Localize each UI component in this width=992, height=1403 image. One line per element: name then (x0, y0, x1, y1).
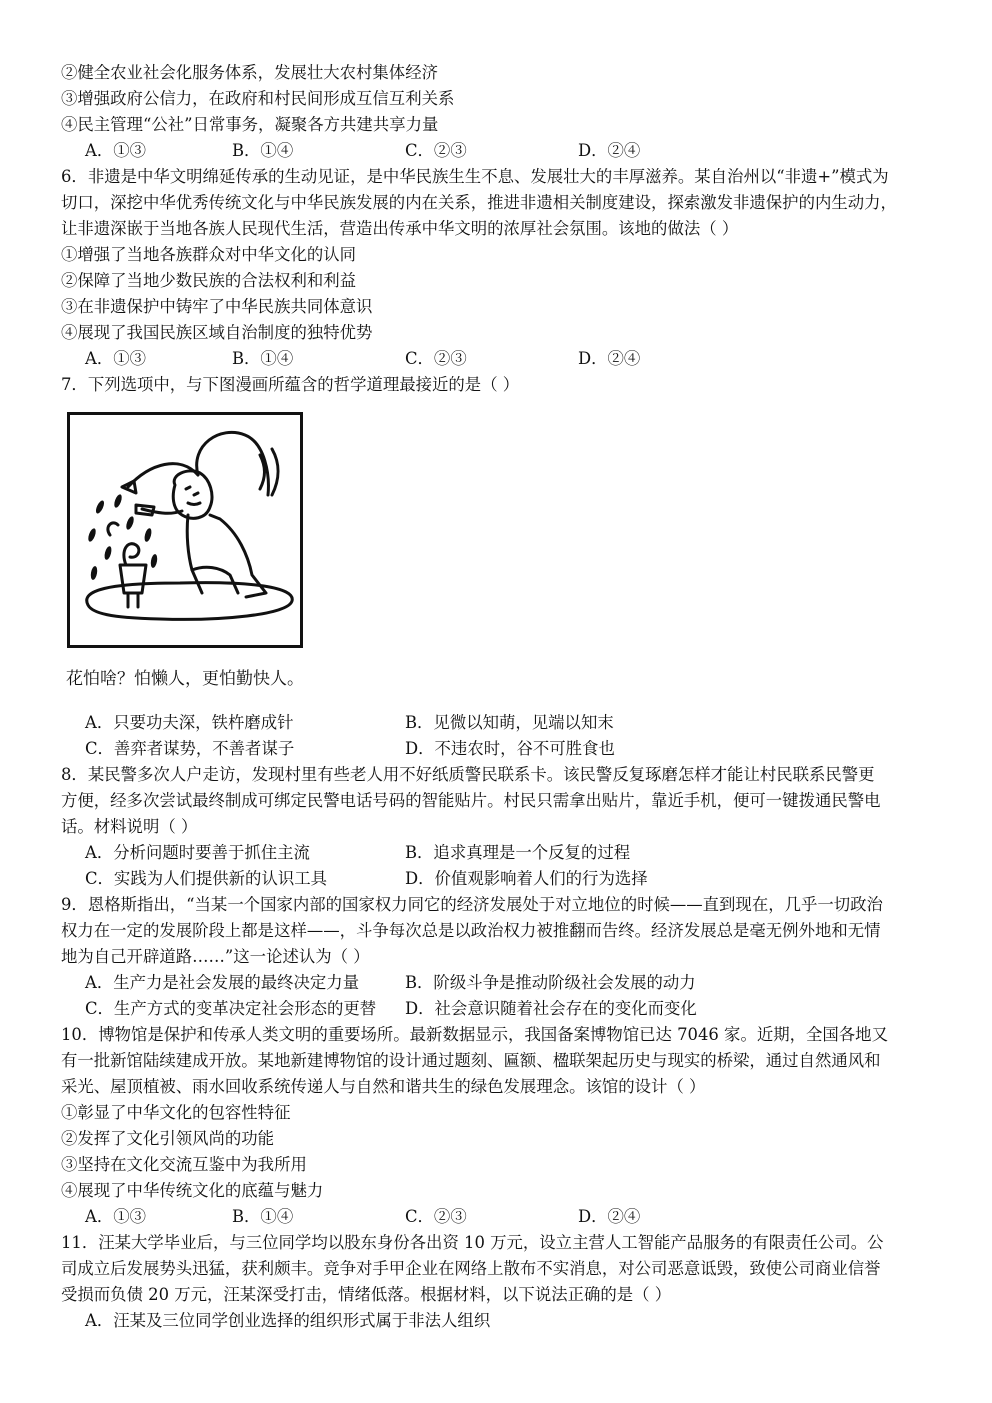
q9-stem-line1: 9．恩格斯指出，“当某一个国家内部的国家权力同它的经济发展处于对立地位的时候——直到现在，几乎一切政治 (61, 895, 883, 914)
q6-item-3: ③在非遗保护中铸牢了中华民族共同体意识 (61, 297, 373, 316)
q9-options-row2 (61, 996, 941, 1022)
q7-option-a[interactable]: A．只要功夫深，铁杵磨成针 (85, 713, 294, 732)
q6-option-d[interactable]: D．②④ (578, 349, 641, 368)
q10-item-2: ②发挥了文化引领风尚的功能 (61, 1129, 275, 1148)
q9-option-b[interactable]: B．阶级斗争是推动阶级社会发展的动力 (405, 973, 696, 992)
q10-option-b[interactable]: B．①④ (232, 1207, 294, 1226)
q5-option-c[interactable]: C．②③ (405, 141, 467, 160)
q6-stem-line1: 6．非遗是中华文明绵延传承的生动见证，是中华民族生生不息、发展壮大的丰厚滋养。某自治州以“非遗+”模式为 (61, 167, 889, 186)
q6-item-1: ①增强了当地各族群众对中华文化的认同 (61, 245, 357, 264)
q9-option-d[interactable]: D．社会意识随着社会存在的变化而变化 (405, 999, 697, 1018)
q7-option-c[interactable]: C．善弈者谋势，不善者谋子 (85, 739, 295, 758)
q8-stem-line3: 话。材料说明（ ） (61, 817, 198, 836)
q8-option-b[interactable]: B．追求真理是一个反复的过程 (405, 843, 631, 862)
cartoon-caption: 花怕啥？怕懒人，更怕勤快人。 (66, 669, 304, 689)
q6-option-a[interactable]: A．①③ (85, 349, 147, 368)
q8-options-row2 (61, 866, 941, 892)
cartoon-drawing (70, 415, 300, 645)
q8-option-d[interactable]: D．价值观影响着人们的行为选择 (405, 869, 648, 888)
q11-option-a[interactable]: A．汪某及三位同学创业选择的组织形式属于非法人组织 (85, 1311, 491, 1330)
q9-option-c[interactable]: C．生产方式的变革决定社会形态的更替 (85, 999, 377, 1018)
q6-option-b[interactable]: B．①④ (232, 349, 294, 368)
q11-stem-line3: 受损而负债 20 万元，汪某深受打击，情绪低落。根据材料，以下说法正确的是（ ） (61, 1285, 672, 1304)
q6-item-4: ④展现了我国民族区域自治制度的独特优势 (61, 323, 373, 342)
q6-stem-line2: 切口，深挖中华优秀传统文化与中华民族发展的内在关系，推进非遗相关制度建设，探索激发非遗保护的内生动力， (61, 193, 897, 212)
q8-option-a[interactable]: A．分析问题时要善于抓住主流 (85, 843, 310, 862)
q10-item-4: ④展现了中华传统文化的底蕴与魅力 (61, 1181, 324, 1200)
q8-option-c[interactable]: C．实践为人们提供新的认识工具 (85, 869, 328, 888)
q5-item-4: ④民主管理“公社”日常事务，凝聚各方共建共享力量 (61, 115, 439, 134)
q8-stem-line1: 8．某民警多次人户走访，发现村里有些老人用不好纸质警民联系卡。该民警反复琢磨怎样才能让村民联系民警更 (61, 765, 875, 784)
q5-item-3: ③增强政府公信力，在政府和村民间形成互信互利关系 (61, 89, 455, 108)
q5-option-a[interactable]: A．①③ (85, 141, 147, 160)
q5-option-d[interactable]: D．②④ (578, 141, 641, 160)
q8-stem-line2: 方便，经多次尝试最终制成可绑定民警电话号码的智能贴片。村民只需拿出贴片，靠近手机，便可一键拨通民警电 (61, 791, 881, 810)
q10-option-a[interactable]: A．①③ (85, 1207, 147, 1226)
q11-stem-line2: 司成立后发展势头迅猛，获利颇丰。竞争对手甲企业在网络上散布不实消息，对公司恶意诋毁，致使公司商业信誉 (61, 1259, 881, 1278)
q5-options (61, 138, 941, 164)
cartoon-illustration (67, 412, 303, 648)
q9-options-row1 (61, 970, 941, 996)
q7-option-d[interactable]: D．不违农时，谷不可胜食也 (405, 739, 615, 758)
q6-stem-line3: 让非遗深嵌于当地各族人民现代生活，营造出传承中华文明的浓厚社会氛围。该地的做法（ ） (61, 219, 739, 238)
q6-options (61, 346, 941, 372)
q7-options-row1 (61, 710, 941, 736)
q11-stem-line1: 11．汪某大学毕业后，与三位同学均以股东身份各出资 10 万元，设立主营人工智能产品服务的有限责任公司。公 (61, 1233, 884, 1252)
q10-options (61, 1204, 941, 1230)
q7-option-b[interactable]: B．见微以知萌，见端以知末 (405, 713, 614, 732)
q7-stem: 7．下列选项中，与下图漫画所蕴含的哲学道理最接近的是（ ） (61, 375, 520, 394)
q6-option-c[interactable]: C．②③ (405, 349, 467, 368)
q7-options-row2 (61, 736, 941, 762)
q10-stem-line3: 采光、屋顶植被、雨水回收系统传递人与自然和谐共生的绿色发展理念。该馆的设计（ ） (61, 1077, 706, 1096)
q10-option-c[interactable]: C．②③ (405, 1207, 467, 1226)
q10-item-3: ③坚持在文化交流互鉴中为我所用 (61, 1155, 307, 1174)
q6-item-2: ②保障了当地少数民族的合法权利和利益 (61, 271, 357, 290)
q9-stem-line3: 地为自己开辟道路……”这一论述认为（ ） (61, 947, 370, 966)
q10-stem-line1: 10．博物馆是保护和传承人类文明的重要场所。最新数据显示，我国备案博物馆已达 7046 家。近期，全国各地又 (61, 1025, 888, 1044)
q11-options (61, 1308, 941, 1334)
q5-option-b[interactable]: B．①④ (232, 141, 294, 160)
q5-item-2: ②健全农业社会化服务体系，发展壮大农村集体经济 (61, 63, 438, 82)
q9-option-a[interactable]: A．生产力是社会发展的最终决定力量 (85, 973, 360, 992)
q10-option-d[interactable]: D．②④ (578, 1207, 641, 1226)
q10-stem-line2: 有一批新馆陆续建成开放。某地新建博物馆的设计通过题刻、匾额、楹联架起历史与现实的桥梁，通过自然通风和 (61, 1051, 881, 1070)
q8-options-row1 (61, 840, 941, 866)
q9-stem-line2: 权力在一定的发展阶段上都是这样——，斗争每次总是以政治权力被推翻而告终。经济发展总是毫无例外地和无情 (61, 921, 881, 940)
q10-item-1: ①彰显了中华文化的包容性特征 (61, 1103, 291, 1122)
